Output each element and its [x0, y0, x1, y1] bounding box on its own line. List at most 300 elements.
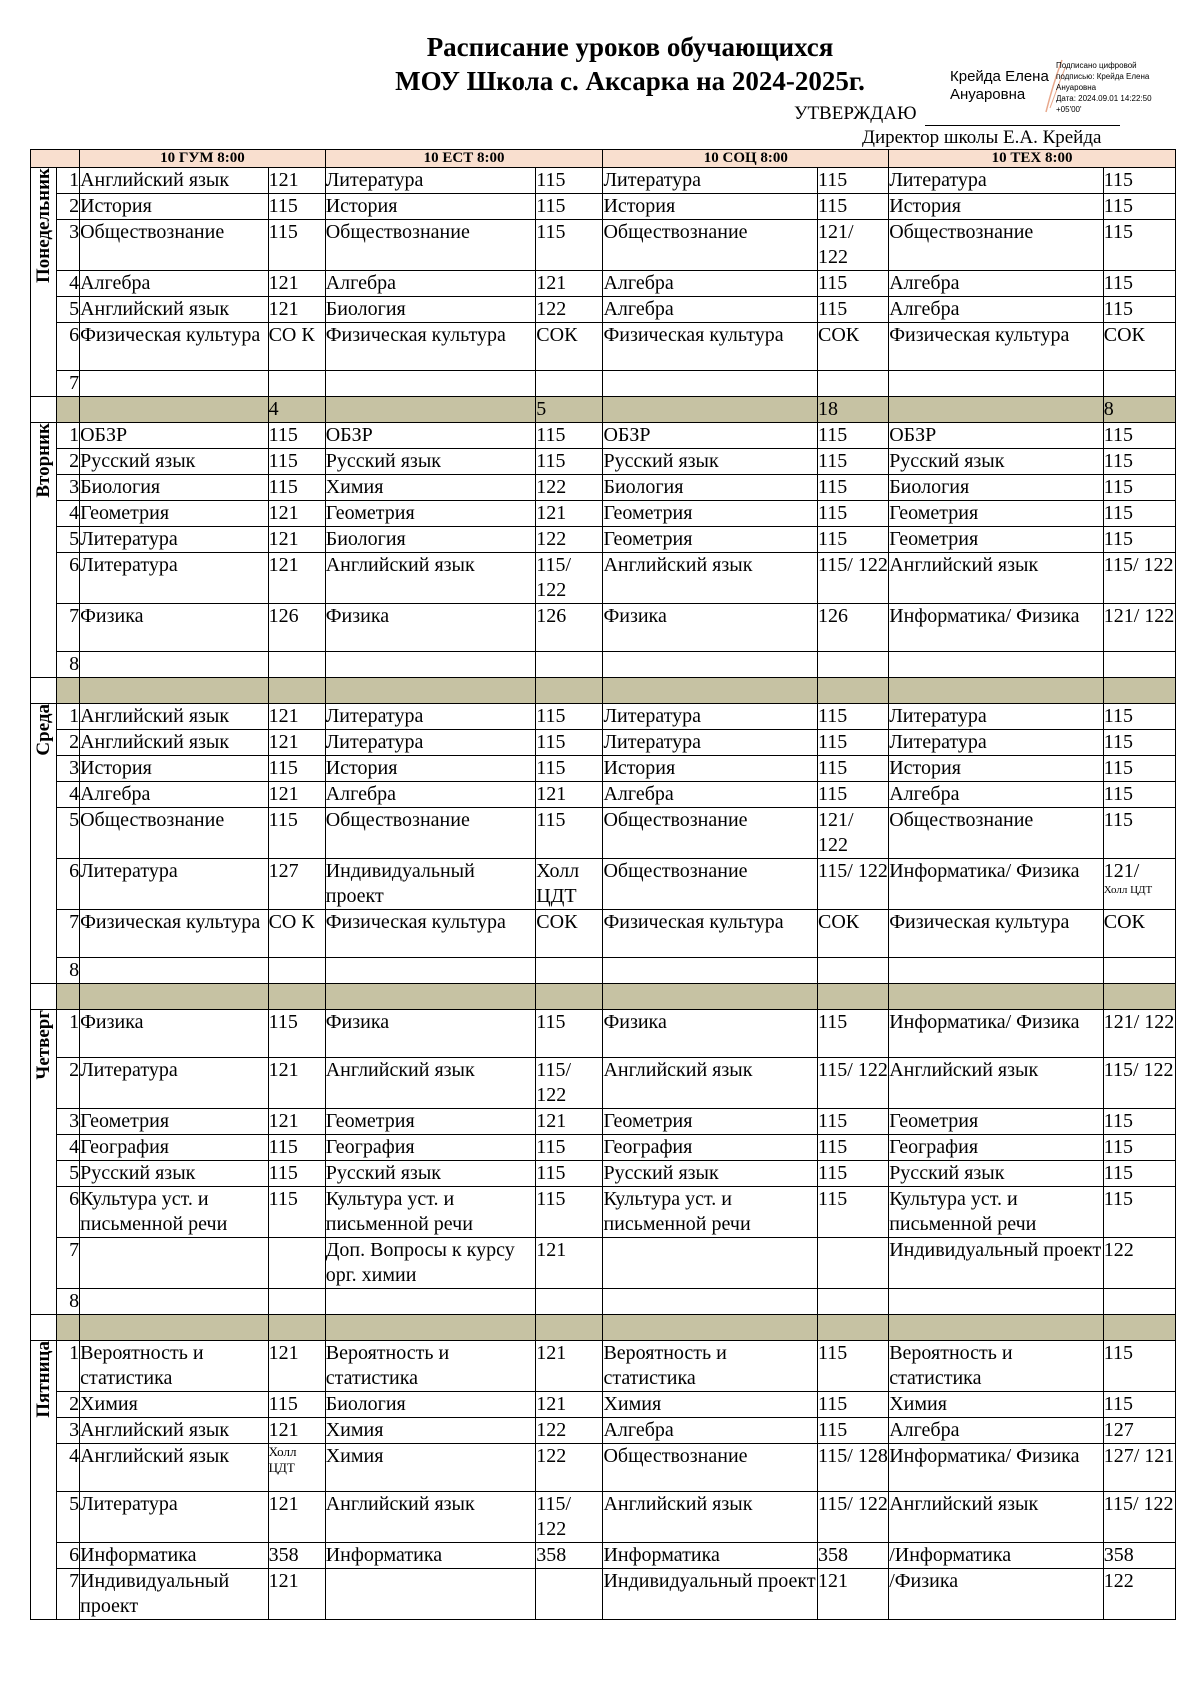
lesson-number: 5	[57, 1161, 80, 1187]
room-cell: 358	[268, 1543, 325, 1569]
break-count	[1103, 678, 1175, 704]
subject-cell: Биология	[325, 1392, 536, 1418]
subject-cell: Культура уст. и письменной речи	[80, 1187, 268, 1238]
subject-cell: Культура уст. и письменной речи	[325, 1187, 536, 1238]
room-cell: 115	[1103, 704, 1175, 730]
lesson-number: 8	[57, 1289, 80, 1315]
lesson-number: 8	[57, 958, 80, 984]
room-cell: 115	[536, 194, 603, 220]
break-day-cell	[31, 1315, 57, 1341]
subject-cell: Геометрия	[603, 1109, 818, 1135]
subject-cell: Английский язык	[889, 553, 1104, 604]
room-cell: 122	[536, 1418, 603, 1444]
room-cell: СОК	[536, 910, 603, 958]
room-cell	[1103, 1289, 1175, 1315]
subject-cell: Геометрия	[603, 527, 818, 553]
room-cell: 127	[1103, 1418, 1175, 1444]
room-cell: 121	[536, 271, 603, 297]
day-cell	[31, 423, 57, 678]
approve-label: УТВЕРЖДАЮ	[794, 103, 917, 124]
lesson-number: 1	[57, 704, 80, 730]
signature-name	[950, 68, 1049, 104]
room-cell: 115	[1103, 730, 1175, 756]
subject-cell: Физика	[80, 604, 268, 652]
room-cell: СОК	[818, 910, 889, 958]
room-cell: 115	[818, 1010, 889, 1058]
subject-cell	[80, 371, 268, 397]
room-cell: 115	[268, 475, 325, 501]
room-cell: 115	[818, 194, 889, 220]
room-cell: 115	[536, 449, 603, 475]
room-cell: 115	[536, 168, 603, 194]
subject-cell: Вероятность и статистика	[889, 1341, 1104, 1392]
room-cell: 115/ 128	[818, 1444, 889, 1492]
subject-cell: Геометрия	[889, 527, 1104, 553]
break-day-cell	[31, 984, 57, 1010]
room-cell: 115	[1103, 1135, 1175, 1161]
lesson-number: 3	[57, 475, 80, 501]
room-cell: СОК	[1103, 910, 1175, 958]
room-cell: 121	[268, 297, 325, 323]
room-cell: СОК	[536, 323, 603, 371]
signature-info	[1056, 60, 1186, 115]
subject-cell: Алгебра	[325, 782, 536, 808]
lesson-number: 4	[57, 271, 80, 297]
break-num-cell	[57, 397, 80, 423]
subject-cell: Биология	[325, 297, 536, 323]
room-cell: 121	[536, 1238, 603, 1289]
room-cell: 115	[268, 1187, 325, 1238]
room-cell: 121	[536, 1392, 603, 1418]
room-cell: 115/ 122	[536, 553, 603, 604]
lesson-number: 1	[57, 1010, 80, 1058]
subject-cell: История	[325, 756, 536, 782]
room-cell: 115/ 122	[818, 1058, 889, 1109]
subject-cell: Физическая культура	[325, 323, 536, 371]
lesson-number: 4	[57, 1444, 80, 1492]
subject-cell: Физическая культура	[325, 910, 536, 958]
subject-cell: Обществознание	[889, 808, 1104, 859]
lesson-row	[31, 1109, 1176, 1135]
room-cell: 121	[268, 1109, 325, 1135]
room-cell: 122	[1103, 1569, 1175, 1620]
room-cell: 121	[268, 1569, 325, 1620]
room-cell: 121	[536, 1109, 603, 1135]
room-cell: 122	[536, 1444, 603, 1492]
room-cell: 358	[1103, 1543, 1175, 1569]
subject-cell: Литература	[80, 553, 268, 604]
lesson-number: 1	[57, 168, 80, 194]
room-cell: 115	[268, 808, 325, 859]
lesson-row	[31, 449, 1176, 475]
lesson-number: 6	[57, 323, 80, 371]
lesson-number: 7	[57, 1569, 80, 1620]
room-cell: 115	[1103, 1161, 1175, 1187]
subject-cell: Физическая культура	[603, 910, 818, 958]
class-header: 10 СОЦ 8:00	[603, 150, 889, 168]
room-cell	[818, 1238, 889, 1289]
subject-cell: Химия	[889, 1392, 1104, 1418]
subject-cell	[325, 1289, 536, 1315]
room-cell: 115	[536, 1161, 603, 1187]
room-cell-wrap	[1104, 859, 1175, 897]
subject-cell: Доп. Вопросы к курсу орг. химии	[325, 1238, 536, 1289]
room-cell: 121	[818, 1569, 889, 1620]
subject-cell	[889, 652, 1104, 678]
room-cell: 122	[536, 475, 603, 501]
break-cell	[603, 984, 818, 1010]
subject-cell: Обществознание	[603, 220, 818, 271]
subject-cell: История	[889, 194, 1104, 220]
room-cell: 126	[268, 604, 325, 652]
subject-cell: Английский язык	[80, 297, 268, 323]
subject-cell: Английский язык	[80, 1444, 268, 1492]
room-cell: 115	[536, 1187, 603, 1238]
page-title	[330, 30, 930, 98]
room-cell	[536, 958, 603, 984]
subject-cell: Информатика/ Физика	[889, 1444, 1104, 1492]
signature-info-line-5: +05'00'	[1056, 105, 1082, 114]
room-cell	[268, 652, 325, 678]
signature-info-line-3: Ануаровна	[1056, 83, 1097, 92]
break-cell	[325, 984, 536, 1010]
subject-cell: Английский язык	[889, 1058, 1104, 1109]
subject-cell: Информатика	[603, 1543, 818, 1569]
lesson-number: 3	[57, 756, 80, 782]
subject-cell: Литература	[889, 730, 1104, 756]
subject-cell: Вероятность и статистика	[80, 1341, 268, 1392]
room-cell: 115	[818, 168, 889, 194]
subject-cell: Физика	[325, 604, 536, 652]
signature-name-line-2: Ануаровна	[950, 86, 1026, 103]
subject-cell: Физическая культура	[603, 323, 818, 371]
subject-cell	[603, 1289, 818, 1315]
lesson-number: 4	[57, 501, 80, 527]
subject-cell: ОБЗР	[889, 423, 1104, 449]
room-cell: 115	[818, 782, 889, 808]
lesson-row	[31, 1010, 1176, 1058]
subject-cell: ОБЗР	[325, 423, 536, 449]
lesson-row	[31, 371, 1176, 397]
room-cell: 122	[536, 297, 603, 323]
room-cell: 115	[268, 1010, 325, 1058]
break-count	[818, 1315, 889, 1341]
lesson-number: 6	[57, 1543, 80, 1569]
subject-cell: Физическая культура	[80, 323, 268, 371]
subject-cell: Физическая культура	[889, 910, 1104, 958]
subject-cell: Алгебра	[603, 297, 818, 323]
room-cell: 115	[536, 730, 603, 756]
room-cell: 115	[268, 220, 325, 271]
subject-cell: Обществознание	[889, 220, 1104, 271]
subject-cell: Геометрия	[80, 501, 268, 527]
room-cell: 127/ 121	[1103, 1444, 1175, 1492]
lesson-row	[31, 220, 1176, 271]
schedule-body	[31, 168, 1176, 1620]
subject-cell: Обществознание	[603, 1444, 818, 1492]
room-cell: 121	[536, 1341, 603, 1392]
break-count	[268, 1315, 325, 1341]
subject-cell	[80, 1289, 268, 1315]
subject-cell: Литература	[80, 527, 268, 553]
subject-cell: Русский язык	[80, 449, 268, 475]
room-cell: 121/ 122	[818, 220, 889, 271]
room-cell	[268, 371, 325, 397]
room-cell	[536, 652, 603, 678]
subject-cell: Английский язык	[80, 704, 268, 730]
day-name: Среда	[33, 704, 55, 756]
break-cell	[80, 678, 268, 704]
lesson-row	[31, 323, 1176, 371]
lesson-number: 5	[57, 1492, 80, 1543]
signature-info-line-4: Дата: 2024.09.01 14:22:50	[1056, 94, 1152, 103]
digital-signature-stamp	[950, 58, 1190, 114]
title-line-2: МОУ Школа с. Аксарка на 2024-2025г.	[395, 66, 865, 96]
break-count	[818, 678, 889, 704]
break-count	[536, 984, 603, 1010]
room-cell: 358	[536, 1543, 603, 1569]
subject-cell	[603, 958, 818, 984]
room-cell: 115	[1103, 475, 1175, 501]
room-cell	[268, 958, 325, 984]
room-cell: 122	[536, 527, 603, 553]
subject-cell: Алгебра	[889, 1418, 1104, 1444]
subject-cell: География	[80, 1135, 268, 1161]
room-cell: 115	[1103, 782, 1175, 808]
room-cell: 115	[1103, 756, 1175, 782]
room-cell	[818, 958, 889, 984]
room-cell: 115	[1103, 449, 1175, 475]
subject-cell: Литература	[603, 168, 818, 194]
room-cell: 115	[818, 1187, 889, 1238]
break-count	[268, 984, 325, 1010]
room-cell: 115/ 122	[536, 1058, 603, 1109]
lesson-row	[31, 859, 1176, 910]
lesson-row	[31, 808, 1176, 859]
lesson-row	[31, 527, 1176, 553]
director-label: Директор школы Е.А. Крейда	[862, 127, 1102, 148]
room-cell: 115	[1103, 220, 1175, 271]
subject-cell: Химия	[325, 1418, 536, 1444]
room-cell	[818, 371, 889, 397]
room-cell: 121	[268, 1492, 325, 1543]
break-cell	[603, 397, 818, 423]
subject-cell: Русский язык	[80, 1161, 268, 1187]
lesson-row	[31, 1341, 1176, 1392]
subject-cell: Литература	[80, 859, 268, 910]
room-cell: 115	[818, 1161, 889, 1187]
subject-cell	[603, 1238, 818, 1289]
room-cell: СО К	[268, 323, 325, 371]
lesson-number: 7	[57, 371, 80, 397]
break-num-cell	[57, 1315, 80, 1341]
subject-cell: Обществознание	[80, 808, 268, 859]
break-cell	[889, 1315, 1104, 1341]
lesson-row	[31, 730, 1176, 756]
room-cell: 115	[1103, 423, 1175, 449]
room-cell: 121	[268, 1058, 325, 1109]
lesson-row	[31, 168, 1176, 194]
day-cell	[31, 704, 57, 984]
break-cell	[603, 1315, 818, 1341]
room-cell: 115	[818, 704, 889, 730]
room-cell: 115	[268, 194, 325, 220]
lesson-row	[31, 1543, 1176, 1569]
day-cell	[31, 1341, 57, 1620]
break-count: 4	[268, 397, 325, 423]
lesson-number: 3	[57, 1109, 80, 1135]
subject-cell: Обществознание	[603, 808, 818, 859]
subject-cell: История	[603, 756, 818, 782]
room-cell: 115	[536, 1010, 603, 1058]
subject-cell: Русский язык	[603, 449, 818, 475]
day-name: Понедельник	[33, 168, 55, 284]
day-name: Четверг	[33, 1010, 55, 1080]
room-cell: 115	[536, 423, 603, 449]
lesson-row	[31, 194, 1176, 220]
room-cell: 115/ 122	[818, 1492, 889, 1543]
class-header: 10 ЕСТ 8:00	[325, 150, 603, 168]
break-cell	[325, 1315, 536, 1341]
lesson-row	[31, 271, 1176, 297]
room-cell: 115	[818, 1109, 889, 1135]
break-cell	[603, 678, 818, 704]
room-cell	[536, 1569, 603, 1620]
lesson-row	[31, 475, 1176, 501]
subject-cell	[80, 1238, 268, 1289]
subject-cell: Информатика/ Физика	[889, 859, 1104, 910]
break-cell	[80, 397, 268, 423]
break-row	[31, 984, 1176, 1010]
subject-cell	[889, 371, 1104, 397]
lesson-number: 2	[57, 1392, 80, 1418]
subject-cell: Биология	[80, 475, 268, 501]
room-cell: 115	[818, 756, 889, 782]
lesson-number: 2	[57, 449, 80, 475]
lesson-number: 5	[57, 297, 80, 323]
room-cell	[1103, 652, 1175, 678]
room-cell: 121	[268, 553, 325, 604]
room-cell: 115	[818, 475, 889, 501]
lesson-row	[31, 604, 1176, 652]
subject-cell: Литература	[889, 704, 1104, 730]
room-cell: 115/ 122	[818, 859, 889, 910]
subject-cell	[603, 652, 818, 678]
room-cell	[536, 1289, 603, 1315]
lesson-number: 1	[57, 1341, 80, 1392]
day-cell	[31, 168, 57, 397]
break-cell	[889, 984, 1104, 1010]
lesson-row	[31, 1238, 1176, 1289]
room-cell: 115	[536, 1135, 603, 1161]
room-cell: Холл ЦДТ	[536, 859, 603, 910]
schedule-table	[30, 149, 1176, 1620]
subject-cell: Английский язык	[603, 1492, 818, 1543]
subject-cell: Литература	[889, 168, 1104, 194]
lesson-row	[31, 1187, 1176, 1238]
room-cell: 115	[536, 756, 603, 782]
lesson-row	[31, 704, 1176, 730]
break-count: 5	[536, 397, 603, 423]
subject-cell	[603, 371, 818, 397]
room-cell: 115	[818, 449, 889, 475]
room-cell: 115	[818, 501, 889, 527]
break-count	[818, 984, 889, 1010]
subject-cell: Геометрия	[889, 501, 1104, 527]
room-cell: Холл ЦДТ	[268, 1444, 325, 1492]
room-value: 121/	[1103, 860, 1140, 882]
break-count: 18	[818, 397, 889, 423]
room-cell: 115	[536, 808, 603, 859]
lesson-number: 5	[57, 808, 80, 859]
lesson-number: 1	[57, 423, 80, 449]
room-cell: 115	[1103, 808, 1175, 859]
subject-cell: Культура уст. и письменной речи	[889, 1187, 1104, 1238]
lesson-number: 5	[57, 527, 80, 553]
room-cell: 115	[1103, 1109, 1175, 1135]
room-cell: 115	[1103, 1187, 1175, 1238]
lesson-number: 7	[57, 1238, 80, 1289]
subject-cell: Геометрия	[80, 1109, 268, 1135]
lesson-number: 6	[57, 859, 80, 910]
lesson-row	[31, 1418, 1176, 1444]
day-name: Пятница	[33, 1341, 55, 1418]
subject-cell: /Физика	[889, 1569, 1104, 1620]
lesson-row	[31, 1135, 1176, 1161]
lesson-row	[31, 1492, 1176, 1543]
break-count	[1103, 984, 1175, 1010]
subject-cell: Химия	[325, 1444, 536, 1492]
subject-cell: Литература	[603, 730, 818, 756]
room-cell: 126	[818, 604, 889, 652]
subject-cell: Алгебра	[80, 271, 268, 297]
room-cell: 121	[268, 271, 325, 297]
room-cell	[1103, 859, 1175, 910]
subject-cell: ОБЗР	[80, 423, 268, 449]
subject-cell: Алгебра	[889, 271, 1104, 297]
subject-cell	[325, 1569, 536, 1620]
room-cell: 115/ 122	[1103, 1058, 1175, 1109]
subject-cell: Индивидуальный проект	[325, 859, 536, 910]
class-header-row	[31, 150, 1176, 168]
break-count	[536, 678, 603, 704]
subject-cell: География	[603, 1135, 818, 1161]
lesson-row	[31, 1058, 1176, 1109]
subject-cell: Русский язык	[889, 1161, 1104, 1187]
signature-name-line-1: Крейда Елена	[950, 68, 1049, 85]
lesson-row	[31, 782, 1176, 808]
subject-cell: Индивидуальный проект	[80, 1569, 268, 1620]
room-cell: 115	[268, 1135, 325, 1161]
room-cell: 127	[268, 859, 325, 910]
subject-cell: Физическая культура	[80, 910, 268, 958]
room-cell: 115	[268, 1161, 325, 1187]
room-cell	[268, 1238, 325, 1289]
subject-cell: Русский язык	[889, 449, 1104, 475]
subject-cell: /Информатика	[889, 1543, 1104, 1569]
room-cell: 121/ 122	[1103, 1010, 1175, 1058]
room-cell: 115	[1103, 1392, 1175, 1418]
subject-cell: Обществознание	[80, 220, 268, 271]
subject-cell: Русский язык	[325, 1161, 536, 1187]
room-cell	[536, 371, 603, 397]
subject-cell: Английский язык	[603, 1058, 818, 1109]
subject-cell: Английский язык	[889, 1492, 1104, 1543]
subject-cell: Физическая культура	[889, 323, 1104, 371]
subject-cell: История	[80, 756, 268, 782]
subject-cell: Английский язык	[80, 1418, 268, 1444]
subject-cell: Культура уст. и письменной речи	[603, 1187, 818, 1238]
